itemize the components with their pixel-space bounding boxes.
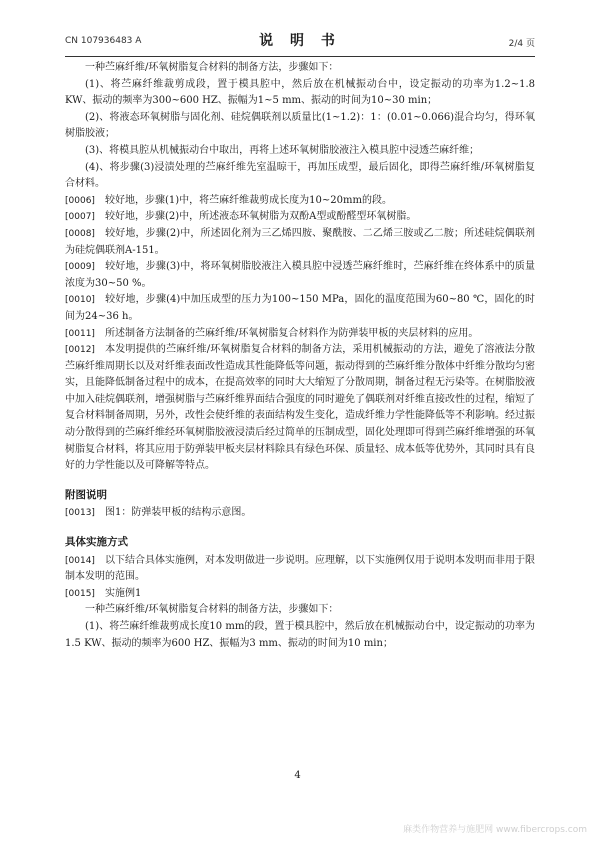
paragraph: 一种苎麻纤维/环氧树脂复合材料的制备方法，步骤如下：	[85, 62, 339, 73]
watermark: 麻类作物营养与施肥网 www.fibercrops.com	[403, 825, 587, 835]
paragraph-number: [0014]	[65, 555, 95, 566]
header-rule	[65, 56, 535, 57]
paragraph-number: [0015]	[65, 588, 95, 599]
paragraph: 一种苎麻纤维/环氧树脂复合材料的制备方法，步骤如下：	[85, 604, 339, 616]
paragraph-number: [0009]	[65, 262, 95, 273]
paragraph-number: [0011]	[65, 328, 95, 339]
numbered-paragraph: [0010] 较好地，步骤(4)中加压成型的压力为100~150 MPa，固化的温度范围为60~80 ℃，固化的时间为24~36 h。	[65, 294, 535, 322]
section-heading-drawings: 附图说明	[65, 488, 107, 501]
paragraph-number: [0013]	[65, 508, 95, 519]
paragraph-number: [0012]	[65, 345, 95, 356]
numbered-paragraph: [0007] 较好地，步骤(2)中，所述液态环氧树脂为双酚A型或酚醛型环氧树脂。	[65, 209, 535, 226]
page-header	[65, 30, 535, 52]
numbered-paragraph: [0015] 实施例1	[65, 586, 535, 603]
numbered-paragraph: [0008] 较好地，步骤(2)中，所述固化剂为三乙烯四胺、聚酰胺、二乙烯三胺或乙二胺；所述硅烷偶联剂为硅烷偶联剂A-151。	[65, 227, 535, 256]
paragraph: (2)、将液态环氧树脂与固化剂、硅烷偶联剂以质量比(1~1.2)：1：(0.01~0.066)混合均匀，得环氧树脂胶液；	[65, 111, 535, 140]
numbered-paragraph: [0009] 较好地，步骤(3)中，将环氧树脂胶液注入模具腔中浸透苎麻纤维时，苎麻纤维在终体系中的质量浓度为30~50 %。	[65, 261, 535, 289]
paragraph: (1)、将苎麻纤维裁剪成长度10 mm的段，置于模具腔中，然后放在机械振动台中，设定振动的功率为1.5 KW、振动的频率为600 HZ、振幅为3 mm、振动的时间为10 min；	[65, 621, 535, 649]
numbered-paragraph: [0011] 所述制备方法制备的苎麻纤维/环氧树脂复合材料作为防弹装甲板的夹层材料的应用。	[65, 326, 535, 343]
paragraph-number: [0008]	[65, 228, 95, 239]
paragraph: (1)、将苎麻纤维裁剪成段，置于模具腔中，然后放在机械振动台中，设定振动的功率为1.2~1.8 KW、振动的频率为300~600 HZ、振幅为1~5 mm、振动的时间为10~30 min；	[65, 78, 535, 107]
document-body	[65, 60, 535, 652]
numbered-paragraph: [0014] 以下结合具体实施例，对本发明做进一步说明。应理解，以下实施例仅用于说明本发明而非用于限制本发明的范围。	[65, 554, 535, 583]
document-title: 说 明 书	[259, 33, 341, 49]
paragraph: (3)、将模具腔从机械振动台中取出，再将上述环氧树脂胶液注入模具腔中浸透苎麻纤维；	[85, 144, 480, 156]
paragraph: (4)、将步骤(3)浸渍处理的苎麻纤维先室温晾干，再加压成型，最后固化，即得苎麻纤维/环氧树脂复合材料。	[65, 161, 535, 190]
numbered-paragraph: [0006] 较好地，步骤(1)中，将苎麻纤维裁剪成长度为10~20mm的段。	[65, 193, 535, 210]
page-counter: 2/4 页	[508, 39, 535, 49]
numbered-paragraph: [0012] 本发明提供的苎麻纤维/环氧树脂复合材料的制备方法，采用机械振动的方法，避免了溶液法分散苎麻纤维周期长以及对纤维表面改性造成其性能降低等问题，振动得到的苎麻纤维分散体中纤维分散均匀密实，且能降低制备过程中的成本，在提高效率的同时大大缩短了分散周期，制备过程无污染等。在树脂胶液中加入硅烷偶联剂，增强树脂与苎麻纤维界面结合强度的同时避免了偶联剂对纤维直接改性的过程，缩短了复合材料制备周期，另外，改性会使纤维的表面结构发生变化，造成纤维力学性能降低等不利影响。经过振动分散得到的苎麻纤维经环氧树脂胶液浸渍后经过简单的压制成型，固化处理即可得到苎麻纤维增强的环氧树脂复合材料，将其应用于防弹装甲板夹层材料除具有绿色环保、质量轻、成本低等优势外，其同时具有良好的力学性能以及可降解等特点。	[65, 344, 535, 472]
numbered-paragraph: [0013] 图1：防弹装甲板的结构示意图。	[65, 505, 535, 522]
paragraph-number: [0010]	[65, 295, 95, 306]
section-heading-embodiments: 具体实施方式	[65, 536, 128, 549]
paragraph-number: [0006]	[65, 195, 95, 206]
paragraph-number: [0007]	[65, 212, 95, 223]
patent-number: CN 107936483 A	[65, 36, 142, 46]
page-number: 4	[294, 770, 301, 781]
